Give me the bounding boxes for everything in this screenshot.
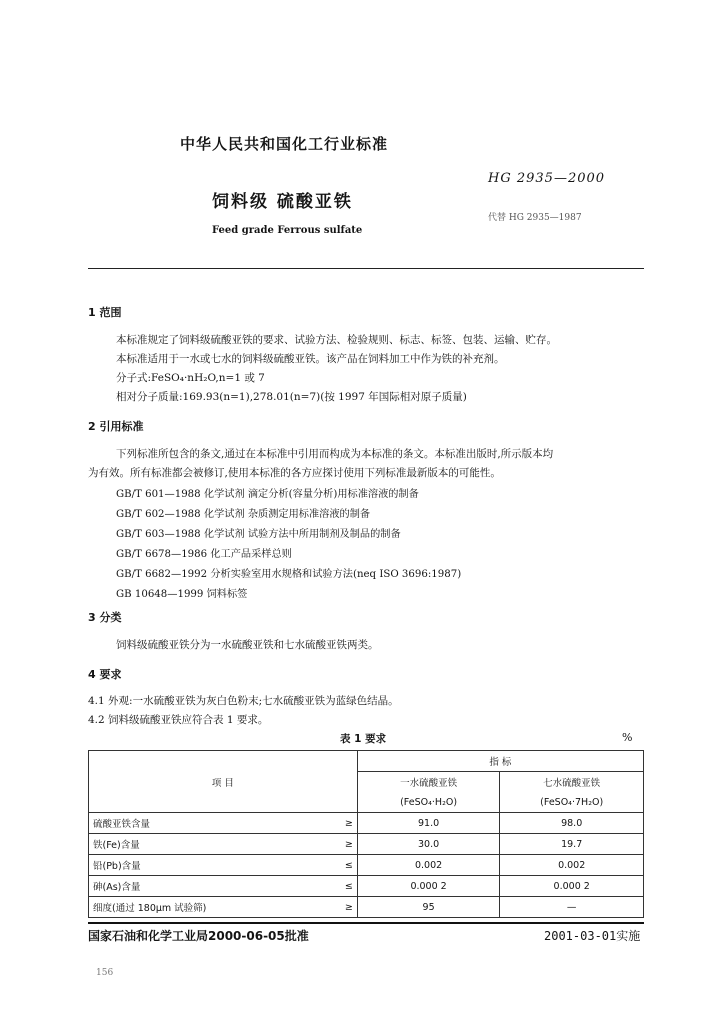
header-monohydrate-formula: (FeSO₄·H₂O) bbox=[357, 792, 500, 813]
replaces-standard: 代替 HG 2935—1987 bbox=[488, 213, 582, 223]
requirements-table bbox=[88, 750, 644, 918]
standard-code: HG 2935—2000 bbox=[488, 171, 606, 186]
reference-item: GB/T 601—1988 化学试剂 滴定分析(容量分析)用标准溶液的制备 bbox=[116, 489, 419, 500]
section-2-heading: 2 引用标准 bbox=[88, 420, 144, 433]
row-monohydrate-value: 95 bbox=[357, 897, 500, 918]
row-monohydrate-value: 0.000 2 bbox=[357, 876, 500, 897]
document-title-cn: 饲料级 硫酸亚铁 bbox=[212, 192, 353, 212]
row-monohydrate-value: 30.0 bbox=[357, 834, 500, 855]
header-monohydrate: 一水硫酸亚铁 bbox=[357, 772, 500, 793]
table-row bbox=[89, 813, 644, 834]
section-3-heading: 3 分类 bbox=[88, 611, 122, 624]
table-row bbox=[89, 855, 644, 876]
section-1-para-1: 本标准规定了饲料级硫酸亚铁的要求、试验方法、检验规则、标志、标签、包装、运输、贮存。 bbox=[116, 334, 557, 346]
section-1-para-2: 本标准适用于一水或七水的饲料级硫酸亚铁。该产品在饲料加工中作为铁的补充剂。 bbox=[116, 353, 505, 365]
table-caption: 表 1 要求 bbox=[340, 733, 387, 745]
row-operator: ≥ bbox=[293, 897, 357, 918]
row-heptahydrate-value: 19.7 bbox=[500, 834, 644, 855]
row-item: 砷(As)含量 bbox=[89, 876, 294, 897]
row-heptahydrate-value: 0.002 bbox=[500, 855, 644, 876]
row-operator: ≤ bbox=[293, 876, 357, 897]
page-number: 156 bbox=[96, 968, 114, 978]
row-operator: ≥ bbox=[293, 834, 357, 855]
footer-divider bbox=[88, 922, 644, 924]
header-heptahydrate-formula: (FeSO₄·7H₂O) bbox=[500, 792, 644, 813]
section-3-para: 饲料级硫酸亚铁分为一水硫酸亚铁和七水硫酸亚铁两类。 bbox=[116, 639, 379, 651]
approval-date: 国家石油和化学工业局2000-06-05批准 bbox=[88, 929, 309, 943]
table-row bbox=[89, 876, 644, 897]
row-heptahydrate-value: — bbox=[500, 897, 644, 918]
row-heptahydrate-value: 0.000 2 bbox=[500, 876, 644, 897]
header-divider bbox=[88, 268, 644, 269]
section-1-molar-mass: 相对分子质量:169.93(n=1),278.01(n=7)(按 1997 年国际相对原子质量) bbox=[116, 391, 467, 403]
header-index: 指 标 bbox=[357, 751, 643, 772]
reference-item: GB/T 6678—1986 化工产品采样总则 bbox=[116, 549, 292, 560]
implementation-date: 2001-03-01实施 bbox=[544, 929, 641, 943]
section-1-heading: 1 范围 bbox=[88, 306, 122, 319]
section-4-1-appearance: 4.1 外观:一水硫酸亚铁为灰白色粉末;七水硫酸亚铁为蓝绿色结晶。 bbox=[88, 695, 399, 707]
row-item: 硫酸亚铁含量 bbox=[89, 813, 294, 834]
row-operator: ≥ bbox=[293, 813, 357, 834]
row-operator: ≤ bbox=[293, 855, 357, 876]
reference-item: GB/T 6682—1992 分析实验室用水规格和试验方法(neq ISO 3696:1987) bbox=[116, 569, 462, 580]
table-row bbox=[89, 834, 644, 855]
row-item: 细度(通过 180μm 试验筛) bbox=[89, 897, 294, 918]
header-heptahydrate: 七水硫酸亚铁 bbox=[500, 772, 644, 793]
section-2-para-2: 为有效。所有标准都会被修订,使用本标准的各方应探讨使用下列标准最新版本的可能性。 bbox=[88, 467, 501, 479]
table-header-row bbox=[89, 751, 644, 772]
row-item: 铅(Pb)含量 bbox=[89, 855, 294, 876]
issuing-organization: 中华人民共和国化工行业标准 bbox=[180, 135, 389, 153]
section-2-para-1: 下列标准所包含的条文,通过在本标准中引用而构成为本标准的条文。本标准出版时,所示版本均 bbox=[116, 448, 554, 460]
row-heptahydrate-value: 98.0 bbox=[500, 813, 644, 834]
section-4-heading: 4 要求 bbox=[88, 668, 122, 681]
table-row bbox=[89, 897, 644, 918]
section-1-formula: 分子式:FeSO₄·nH₂O,n=1 或 7 bbox=[116, 372, 265, 384]
reference-item: GB/T 603—1988 化学试剂 试验方法中所用制剂及制品的制备 bbox=[116, 529, 401, 540]
reference-item: GB/T 602—1988 化学试剂 杂质测定用标准溶液的制备 bbox=[116, 509, 371, 520]
row-monohydrate-value: 91.0 bbox=[357, 813, 500, 834]
document-title-en: Feed grade Ferrous sulfate bbox=[212, 225, 363, 236]
header-item: 项 目 bbox=[89, 751, 358, 813]
reference-item: GB 10648—1999 饲料标签 bbox=[116, 589, 248, 600]
section-4-2-requirement: 4.2 饲料级硫酸亚铁应符合表 1 要求。 bbox=[88, 714, 269, 726]
table-unit: % bbox=[622, 731, 633, 744]
row-item: 铁(Fe)含量 bbox=[89, 834, 294, 855]
row-monohydrate-value: 0.002 bbox=[357, 855, 500, 876]
